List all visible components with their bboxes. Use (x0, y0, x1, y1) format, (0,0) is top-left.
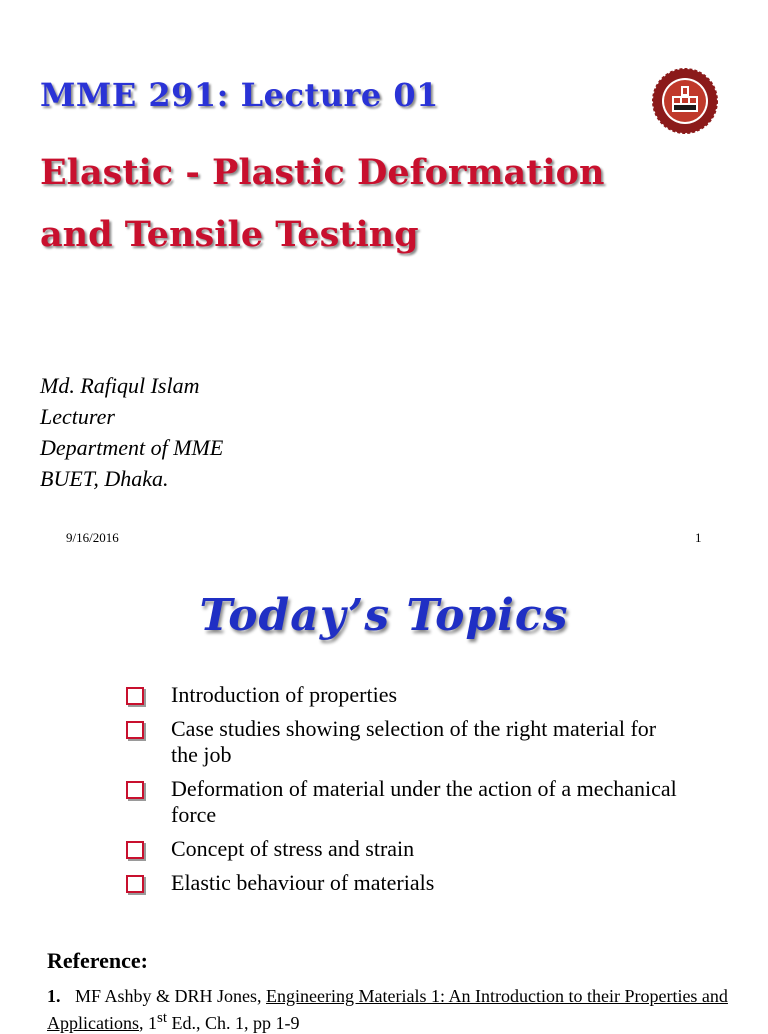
lecture-title-line2: and Tensile Testing (40, 214, 419, 255)
checkbox-bullet-icon (126, 841, 144, 859)
checkbox-bullet-icon (126, 781, 144, 799)
reference-book-title: Engineering Materials 1: An Introduction to their Properties and Applications (47, 986, 728, 1033)
checkbox-bullet-icon (126, 687, 144, 705)
author-role: Lecturer (40, 404, 115, 429)
reference-edition-sup: st (157, 1010, 168, 1026)
reference-heading: Reference: (47, 948, 148, 973)
lecture-title-line1: Elastic - Plastic Deformation (40, 152, 605, 193)
topic-item: Elastic behaviour of materials (124, 870, 684, 896)
topic-item: Case studies showing selection of the right material for the job (124, 716, 684, 768)
topics-title: Today’s Topics (199, 590, 569, 641)
reference-number: 1. (47, 986, 61, 1006)
author-name: Md. Rafiqul Islam (40, 373, 200, 398)
topic-item: Introduction of properties (124, 682, 684, 708)
slide-page-number: 1 (695, 530, 702, 545)
author-institution: BUET, Dhaka. (40, 466, 169, 491)
checkbox-bullet-icon (126, 875, 144, 893)
reference-item (47, 985, 747, 1034)
reference-authors: MF Ashby & DRH Jones, (75, 986, 267, 1006)
course-title: MME 291: Lecture 01 (40, 76, 439, 114)
topic-item: Concept of stress and strain (124, 836, 684, 862)
topics-list (124, 682, 684, 904)
reference-details: Ed., Ch. 1, pp 1-9 (167, 1013, 300, 1033)
reference-edition: , 1 (139, 1013, 157, 1033)
topic-item: Deformation of material under the action of a mechanical force (124, 776, 684, 828)
slide-date: 9/16/2016 (66, 530, 119, 545)
checkbox-bullet-icon (126, 721, 144, 739)
buet-logo-icon (652, 68, 718, 134)
author-department: Department of MME (40, 435, 224, 460)
